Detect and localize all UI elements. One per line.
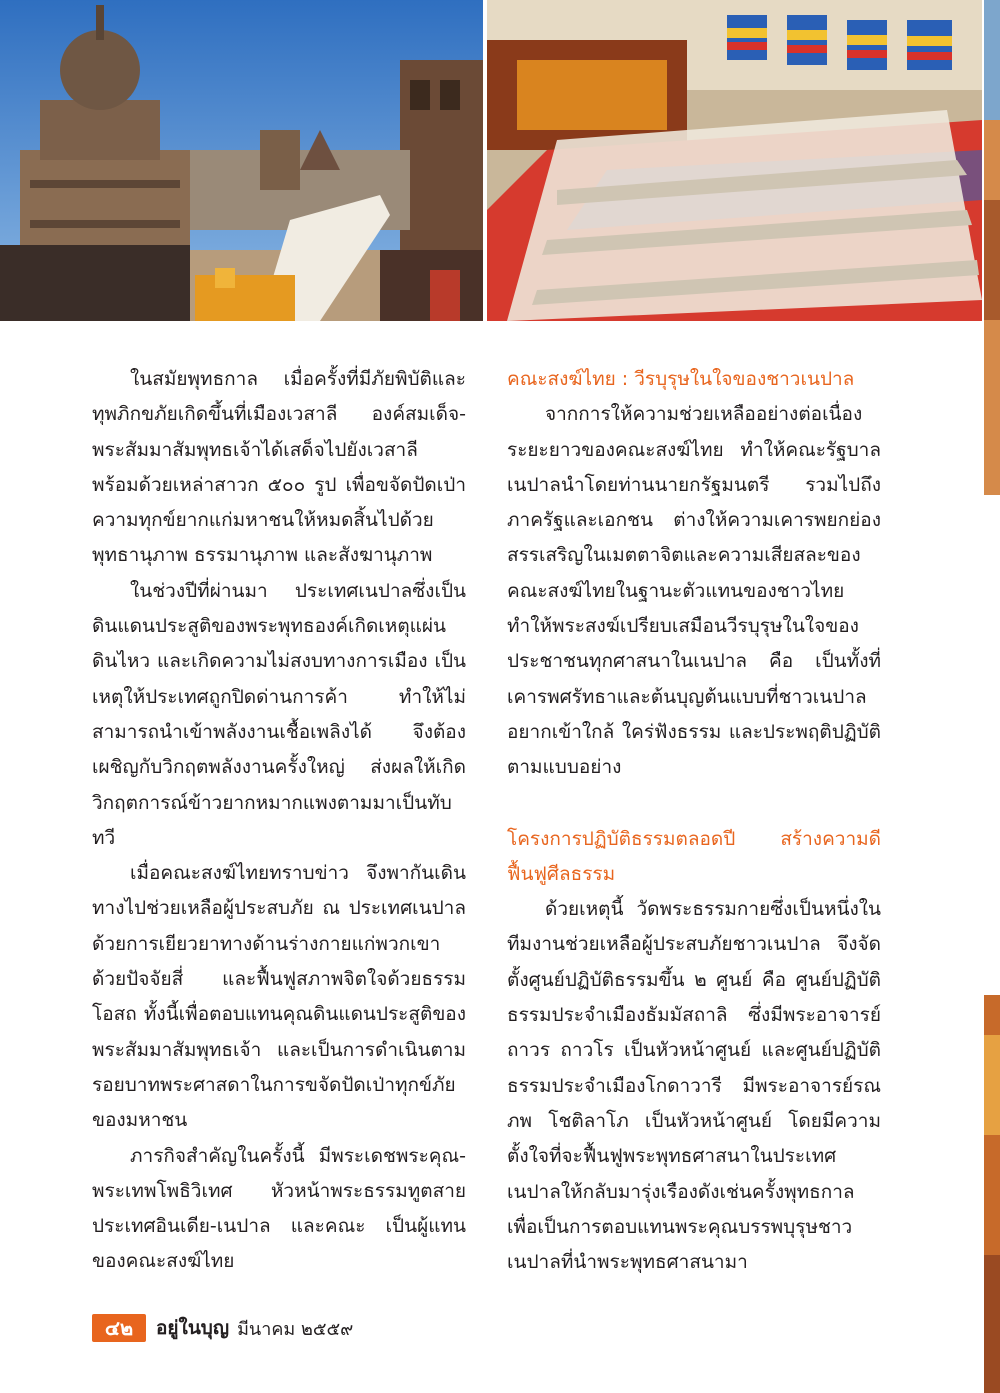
right-text-column (507, 362, 881, 1280)
paragraph: เมื่อคณะสงฆ์ไทยทราบข่าว จึงพากันเดินทางไปช่วยเหลือผู้ประสบภัย ณ ประเทศเนปาล ด้วยการเยียวยาทางด้านร่างกายแก่พวกเขาด้วยปัจจัยสี่ และฟื้นฟูสภาพจิตใจด้วยธรรมโอสถ ทั้งนี้เพื่อตอบแทนคุณดินแดนประสูติของพระสัมมาสัมพุทธเจ้า และเป็นการดำเนินตามรอยบาทพระศาสดาในการขจัดปัดเป่าทุกข์ภัยของมหาชน (92, 862, 466, 1132)
page-footer (92, 1314, 353, 1342)
paragraph: ด้วยเหตุนี้ วัดพระธรรมกายซึ่งเป็นหนึ่งในทีมงานช่วยเหลือผู้ประสบภัยชาวเนปาล จึงจัดตั้งศูนย์ปฏิบัติธรรมขึ้น ๒ ศูนย์ คือ ศูนย์ปฏิบัติธรรมประจำเมืองธัมมัสถาลิ ซึ่งมีพระอาจารย์ถาวร ถาวโร เป็นหัวหน้าศูนย์ และศูนย์ปฏิบัติธรรมประจำเมืองโกดาวารี มีพระอาจารย์รณภพ โชติลาโภ เป็นหัวหน้าศูนย์ โดยมีความตั้งใจที่จะฟื้นฟูพระพุทธศาสนาในประเทศเนปาลให้กลับมารุ่งเรืองดังเช่นครั้งพุทธกาล เพื่อเป็นการตอบแทนพระคุณบรรพบุรุษชาวเนปาลที่นำพระพุทธศาสนามา (507, 898, 881, 1274)
issue-date: มีนาคม ๒๕๕๙ (237, 1318, 354, 1340)
left-text-column (92, 362, 466, 1280)
section-heading: โครงการปฏิบัติธรรมตลอดปี สร้างความดีฟื้นฟูศีลธรรม (507, 827, 881, 885)
meditation-hall-photo (487, 0, 982, 321)
paragraph: จากการให้ความช่วยเหลืออย่างต่อเนื่องระยะยาวของคณะสงฆ์ไทย ทำให้คณะรัฐบาลเนปาลนำโดยท่านนายกรัฐมนตรี รวมไปถึงภาครัฐและเอกชน ต่างให้ความเคารพยกย่องสรรเสริญในเมตตาจิตและความเสียสละของคณะสงฆ์ไทยในฐานะตัวแทนของชาวไทย ทำให้พระสงฆ์เปรียบเสมือนวีรบุรุษในใจของประชาชนทุกศาสนาในเนปาล คือ เป็นทั้งที่เคารพศรัทธาและต้นบุญต้นแบบที่ชาวเนปาลอยากเข้าใกล้ ใคร่ฟังธรรม และประพฤติปฏิบัติตามแบบอย่าง (507, 403, 881, 779)
page-number: ๔๒ (92, 1314, 146, 1342)
adjacent-page-photo-edge (984, 0, 1000, 495)
section-heading: คณะสงฆ์ไทย : วีรบุรุษในใจของชาวเนปาล (507, 368, 855, 390)
paragraph: ในสมัยพุทธกาล เมื่อครั้งที่มีภัยพิบัติและทุพภิกขภัยเกิดขึ้นที่เมืองเวสาลี องค์สมเด็จ-พระสัมมาสัมพุทธเจ้าได้เสด็จไปยังเวสาลี พร้อมด้วยเหล่าสาวก ๕๐๐ รูป เพื่อขจัดปัดเป่าความทุกข์ยากแก่มหาชนให้หมดสิ้นไปด้วยพุทธานุภาพ ธรรมานุภาพ และสังฆานุภาพ (92, 368, 466, 567)
adjacent-page-photo-edge (984, 995, 1000, 1393)
magazine-title: อยู่ในบุญ (156, 1317, 230, 1339)
nepal-temple-procession-photo (0, 0, 483, 321)
paragraph: ในช่วงปีที่ผ่านมา ประเทศเนปาลซึ่งเป็นดินแดนประสูติของพระพุทธองค์เกิดเหตุแผ่นดินไหว และเกิดความไม่สงบทางการเมือง เป็นเหตุให้ประเทศถูกปิดด่านการค้า ทำให้ไม่สามารถนำเข้าพลังงานเชื้อเพลิงได้ จึงต้องเผชิญกับวิกฤตพลังงานครั้งใหญ่ ส่งผลให้เกิดวิกฤตการณ์ข้าวยากหมากแพงตามมาเป็นทับทวี (92, 579, 466, 849)
paragraph: ภารกิจสำคัญในครั้งนี้ มีพระเดชพระคุณ-พระเทพโพธิวิเทศ หัวหน้าพระธรรมทูตสายประเทศอินเดีย-เนปาล และคณะ เป็นผู้แทนของคณะสงฆ์ไทย (92, 1144, 466, 1273)
